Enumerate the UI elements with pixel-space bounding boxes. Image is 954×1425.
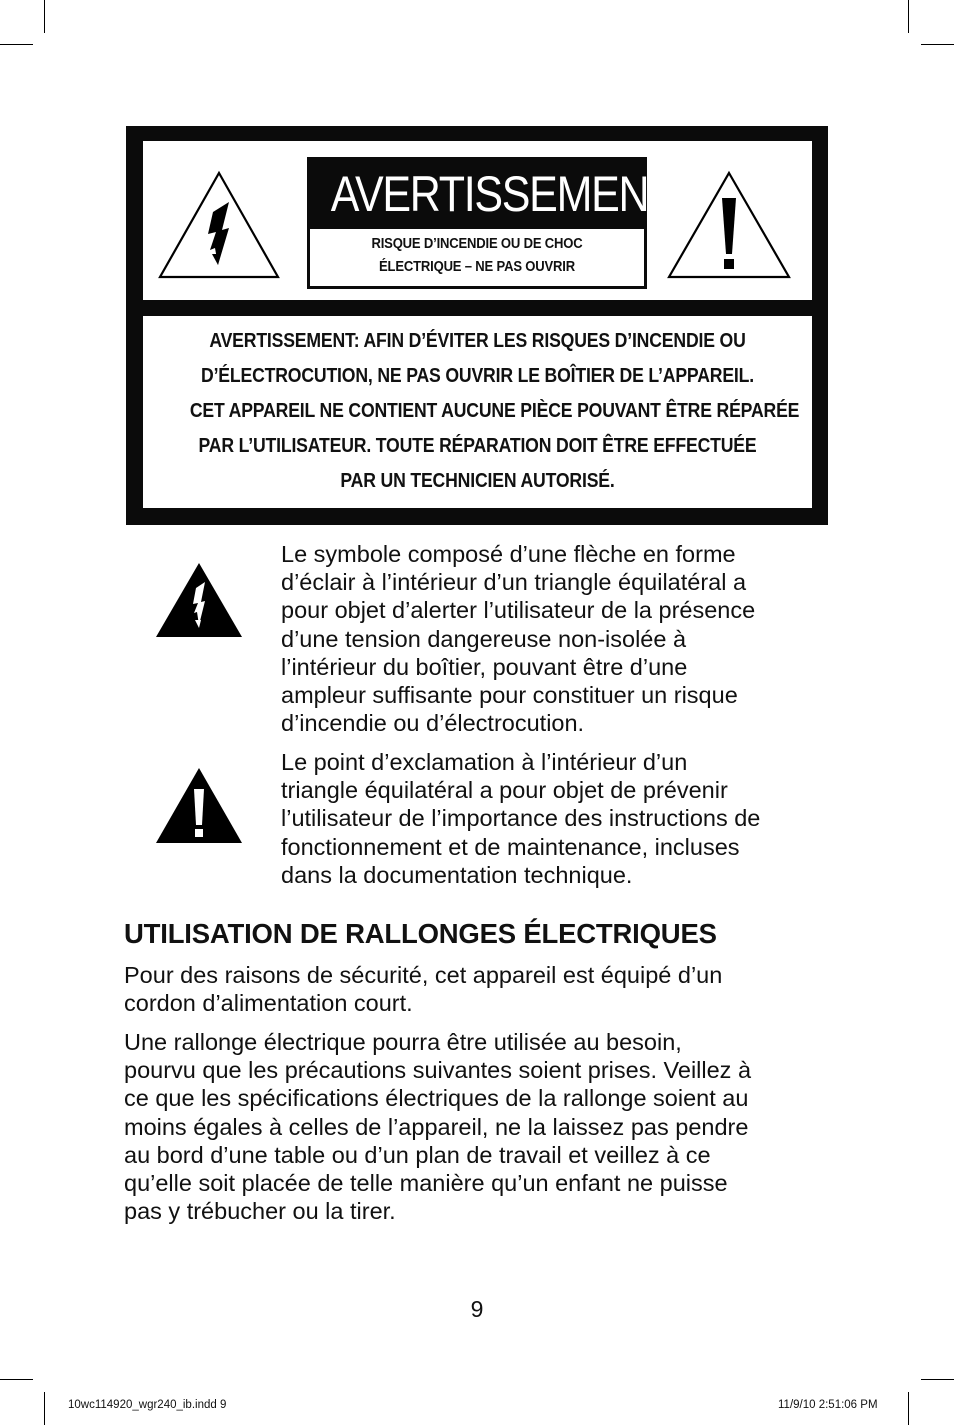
crop-mark — [908, 1392, 909, 1425]
text-line: l’intérieur du boîtier, pouvant être d’une — [281, 653, 688, 680]
crop-mark — [0, 44, 33, 45]
paragraph — [124, 1028, 751, 1225]
text-line: ce que les spécifications électriques de la rallonge soient au — [124, 1085, 749, 1112]
warning-subtitle-line: ÉLECTRIQUE – NE PAS OUVRIR — [379, 259, 575, 275]
paragraph — [124, 961, 722, 1017]
crop-mark — [921, 44, 954, 45]
text-line: Pour des raisons de sécurité, cet appareil est équipé d’un — [124, 962, 723, 988]
text-line: pas y trébucher ou la tirer. — [124, 1198, 396, 1225]
warning-body-line: CET APPAREIL NE CONTIENT AUCUNE PIÈCE POUVANT ÊTRE RÉPARÉE — [189, 399, 800, 422]
text-line: fonctionnement et de maintenance, incluses — [281, 833, 740, 860]
exclamation-triangle-icon — [155, 767, 243, 844]
text-line: ampleur suffisante pour constituer un risque — [281, 682, 738, 709]
text-line: qu’elle soit placée de telle manière qu’un enfant ne puisse — [124, 1170, 728, 1197]
section-heading: UTILISATION DE RALLONGES ÉLECTRIQUES — [124, 918, 717, 949]
warning-body-line: PAR L’UTILISATEUR. TOUTE RÉPARATION DOIT ÊTRE EFFECTUÉE — [198, 434, 757, 457]
warning-subtitle-box — [310, 229, 644, 286]
text-line: Le symbole composé d’une flèche en forme — [281, 541, 736, 567]
text-line: Une rallonge électrique pourra être utilisée au besoin, — [124, 1029, 682, 1055]
warning-body-line: D’ÉLECTROCUTION, NE PAS OUVRIR LE BOÎTIER DE L’APPAREIL. — [201, 364, 754, 387]
text-line: pour objet d’alerter l’utilisateur de la présence — [281, 597, 756, 624]
lightning-triangle-icon — [155, 562, 243, 638]
lightning-triangle-icon — [156, 170, 282, 280]
crop-mark — [921, 1379, 954, 1380]
warning-body-line: AVERTISSEMENT: AFIN D’ÉVITER LES RISQUES D’INCENDIE OU — [209, 329, 746, 352]
footer-filename: 10wc114920_wgr240_ib.indd 9 — [68, 1399, 227, 1411]
exclamation-triangle-icon — [665, 170, 793, 280]
text-line: dans la documentation technique. — [281, 861, 633, 888]
text-line: au bord d’une table ou d’un plan de travail et veillez à ce — [124, 1141, 711, 1168]
lightning-symbol-description — [281, 540, 755, 737]
warning-title: AVERTISSEMENT — [330, 166, 674, 222]
crop-mark — [0, 1379, 33, 1380]
exclamation-symbol-description — [281, 748, 760, 889]
footer-timestamp: 11/9/10 2:51:06 PM — [778, 1399, 878, 1411]
text-line: pourvu que les précautions suivantes soient prises. Veillez à — [124, 1057, 752, 1084]
text-line: d’incendie ou d’électrocution. — [281, 710, 585, 737]
text-line: d’une tension dangereuse non-isolée à — [281, 625, 687, 652]
text-line: Le point d’exclamation à l’intérieur d’un — [281, 749, 688, 775]
text-line: l’utilisateur de l’importance des instructions de — [281, 805, 761, 832]
crop-mark — [44, 0, 45, 33]
warning-subtitle-line: RISQUE D’INCENDIE OU DE CHOC — [371, 236, 583, 252]
warning-body-line: PAR UN TECHNICIEN AUTORISÉ. — [340, 469, 615, 492]
page-number: 9 — [470, 1296, 484, 1322]
text-line: triangle équilatéral a pour objet de prévenir — [281, 777, 728, 804]
text-line: cordon d’alimentation court. — [124, 990, 413, 1017]
crop-mark — [908, 0, 909, 33]
text-line: moins égales à celles de l’appareil, ne la laissez pas pendre — [124, 1113, 749, 1140]
crop-mark — [44, 1392, 45, 1425]
text-line: d’éclair à l’intérieur d’un triangle équilatéral a — [281, 569, 747, 596]
